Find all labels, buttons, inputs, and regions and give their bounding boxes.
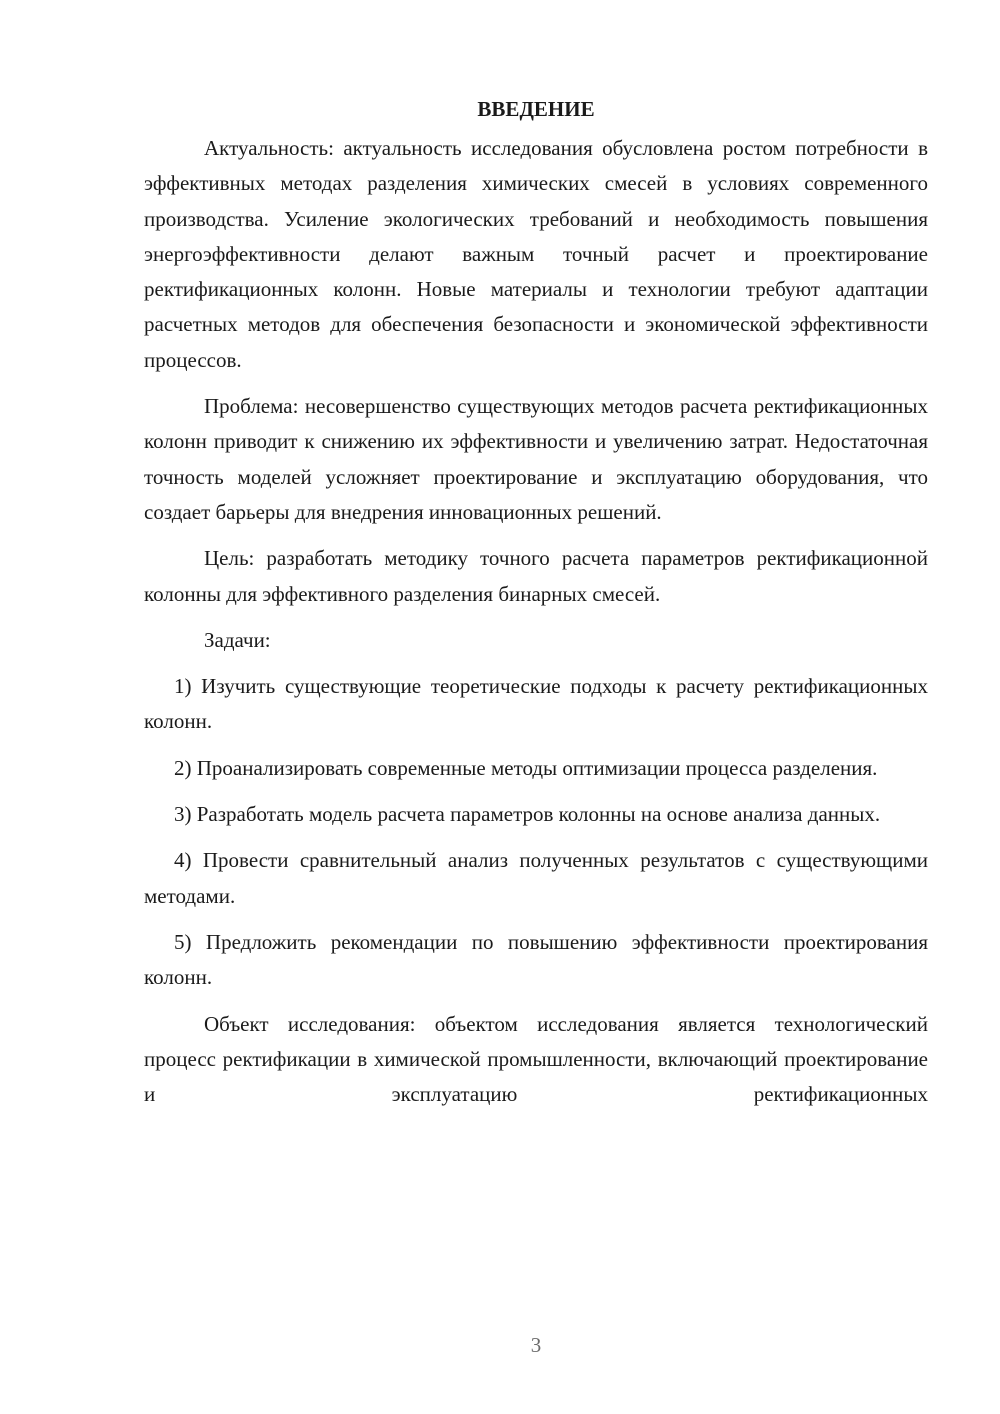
tasks-heading: Задачи: — [204, 627, 271, 652]
object-paragraph: Объект исследования: объектом исследования является технологический процесс ректификации в химической промышленности, включающий проектирование и эксплуатацию ректификационных — [144, 1011, 928, 1107]
page-title: ВВЕДЕНИЕ — [477, 97, 595, 121]
task-item: 4) Провести сравнительный анализ полученных результатов с существующими методами. — [144, 848, 928, 908]
goal-paragraph: Цель: разработать методику точного расчета параметров ректификационной колонны для эффективного разделения бинарных смесей. — [144, 546, 928, 606]
page-number: 3 — [530, 1333, 542, 1357]
problem-paragraph: Проблема: несовершенство существующих методов расчета ректификационных колонн приводит к снижению их эффективности и увеличению затрат. Недостаточная точность моделей усложняет проектирование и эксплуатацию оборудования, что создает барьеры для внедрения инновационных решений. — [144, 394, 928, 524]
document-page — [144, 92, 928, 1123]
task-item: 2) Проанализировать современные методы оптимизации процесса разделения. — [174, 755, 878, 780]
task-item: 3) Разработать модель расчета параметров колонны на основе анализа данных. — [174, 802, 881, 827]
relevance-paragraph: Актуальность: актуальность исследования обусловлена ростом потребности в эффективных методах разделения химических смесей в условиях современного производства. Усиление экологических требований и необходимость повышения энергоэффективности делают важным точный расчет и проектирование ректификационных колонн. Новые материалы и технологии требуют адаптации расчетных методов для обеспечения безопасности и экономической эффективности процессов. — [144, 136, 928, 372]
task-item: 1) Изучить существующие теоретические подходы к расчету ректификационных колонн. — [144, 674, 928, 734]
task-item: 5) Предложить рекомендации по повышению эффективности проектирования колонн. — [144, 929, 928, 990]
